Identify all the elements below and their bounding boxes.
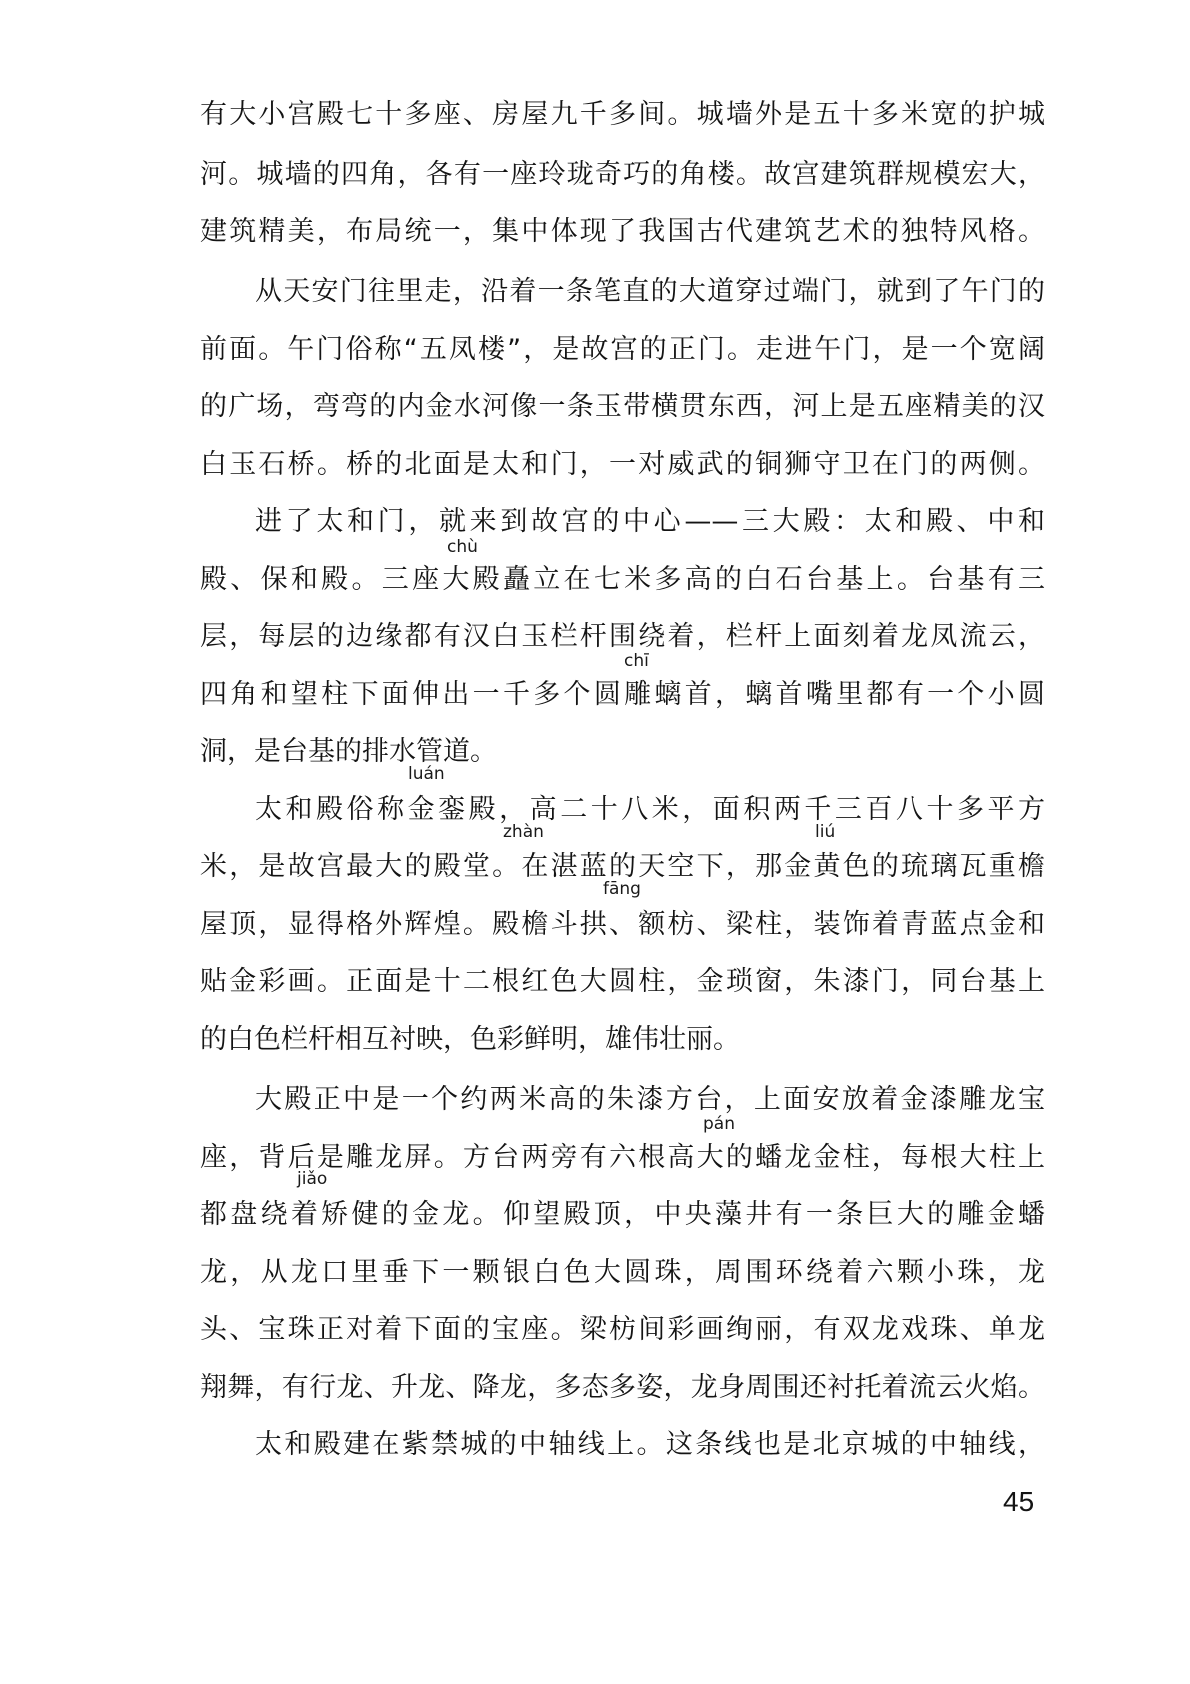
text-line: 米，是故宫最大的殿堂。在湛蓝的天空下，那金黄色的琉璃瓦重檐 [200, 851, 1045, 882]
text-line: 太和殿俗称金銮殿，高二十八米，面积两千三百八十多平方 [255, 794, 1045, 825]
text-line: 贴金彩画。正面是十二根红色大圆柱，金琐窗，朱漆门，同台基上 [200, 966, 1045, 997]
text-line: 大殿正中是一个约两米高的朱漆方台，上面安放着金漆雕龙宝 [255, 1084, 1045, 1115]
pinyin-annotation: fāng [603, 879, 641, 899]
pinyin-annotation: liú [815, 822, 836, 842]
text-line: 屋顶，显得格外辉煌。殿檐斗拱、额枋、梁柱，装饰着青蓝点金和 [200, 909, 1045, 940]
text-line: 洞，是台基的排水管道。 [200, 736, 497, 767]
pinyin-annotation: chī [624, 651, 649, 671]
text-line: 白玉石桥。桥的北面是太和门，一对威武的铜狮守卫在门的两侧。 [200, 449, 1045, 480]
text-line: 头、宝珠正对着下面的宝座。梁枋间彩画绚丽，有双龙戏珠、单龙 [200, 1314, 1045, 1345]
text-line: 有大小宫殿七十多座、房屋九千多间。城墙外是五十多米宽的护城 [200, 99, 1045, 130]
text-line: 层，每层的边缘都有汉白玉栏杆围绕着，栏杆上面刻着龙凤流云， [200, 621, 1045, 652]
pinyin-annotation: jiǎo [297, 1169, 328, 1189]
page-number: 45 [1003, 1486, 1035, 1517]
text-line: 太和殿建在紫禁城的中轴线上。这条线也是北京城的中轴线， [255, 1429, 1045, 1460]
pinyin-annotation: zhàn [503, 822, 544, 842]
text-line: 进了太和门，就来到故宫的中心——三大殿：太和殿、中和 [255, 506, 1045, 537]
text-line: 翔舞，有行龙、升龙、降龙，多态多姿，龙身周围还衬托着流云火焰。 [200, 1372, 1045, 1403]
text-line: 的广场，弯弯的内金水河像一条玉带横贯东西，河上是五座精美的汉 [200, 391, 1045, 422]
pinyin-annotation: pán [703, 1114, 735, 1134]
text-line: 龙，从龙口里垂下一颗银白色大圆珠，周围环绕着六颗小珠，龙 [200, 1257, 1045, 1288]
text-line: 的白色栏杆相互衬映，色彩鲜明，雄伟壮丽。 [200, 1024, 740, 1055]
text-line: 河。城墙的四角，各有一座玲珑奇巧的角楼。故宫建筑群规模宏大， [200, 159, 1045, 190]
text-line: 建筑精美，布局统一，集中体现了我国古代建筑艺术的独特风格。 [200, 216, 1045, 247]
text-line: 从天安门往里走，沿着一条笔直的大道穿过端门，就到了午门的 [255, 276, 1045, 307]
text-line: 殿、保和殿。三座大殿矗立在七米多高的白石台基上。台基有三 [200, 564, 1045, 595]
text-line: 都盘绕着矫健的金龙。仰望殿顶，中央藻井有一条巨大的雕金蟠 [200, 1199, 1045, 1230]
pinyin-annotation: luán [408, 764, 445, 784]
text-line: 座，背后是雕龙屏。方台两旁有六根高大的蟠龙金柱，每根大柱上 [200, 1142, 1045, 1173]
text-line: 前面。午门俗称“五凤楼”，是故宫的正门。走进午门，是一个宽阔 [200, 334, 1045, 365]
text-line: 四角和望柱下面伸出一千多个圆雕螭首，螭首嘴里都有一个小圆 [200, 679, 1045, 710]
pinyin-annotation: chù [447, 537, 478, 557]
